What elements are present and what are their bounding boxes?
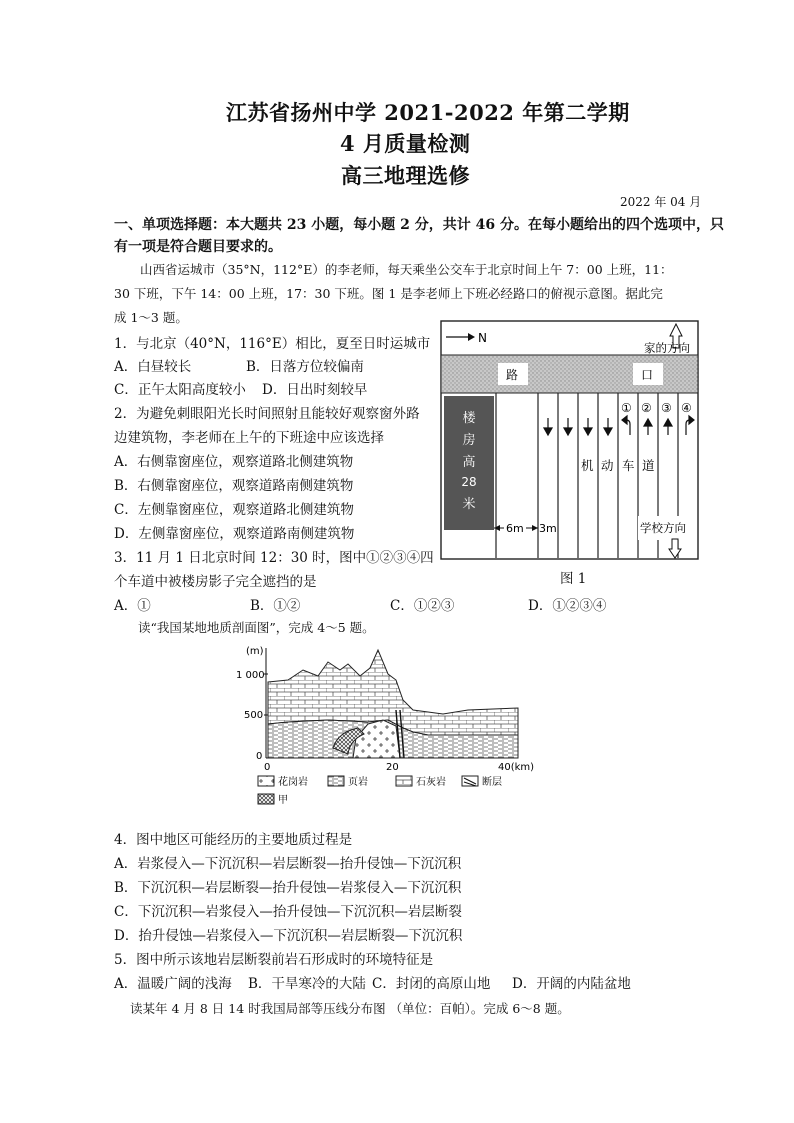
q4-stem: 4．图中地区可能经历的主要地质过程是 xyxy=(114,832,353,848)
svg-text:米: 米 xyxy=(462,497,476,512)
lane-char-4: 道 xyxy=(642,458,655,473)
q3-stem-line2: 个车道中被楼房影子完全遮挡的是 xyxy=(114,574,317,590)
svg-text:28: 28 xyxy=(461,475,477,489)
q5-option-a: A．温暖广阔的浅海 xyxy=(114,976,232,992)
figure1-caption: 图 1 xyxy=(560,571,587,587)
q1-option-c: C．正午太阳高度较小 xyxy=(114,382,246,398)
dimension-3m: 3m xyxy=(539,522,557,535)
legend-granite: 花岗岩 xyxy=(278,777,308,788)
section-heading-line1: 一、单项选择题：本大题共 23 小题，每小题 2 分，共计 46 分。在每小题给出的四个选项中，只 xyxy=(114,217,724,233)
x-tick-20: 20 xyxy=(386,762,399,773)
q5-option-c: C．封闭的高原山地 xyxy=(372,976,491,992)
q5-option-b: B．干旱寒冷的大陆 xyxy=(248,976,366,992)
legend-limestone: 石灰岩 xyxy=(416,777,446,788)
figure2-geologic-section xyxy=(228,640,535,810)
road-label: 路 xyxy=(506,368,519,382)
lane-number-2: ② xyxy=(641,401,652,415)
q2-stem-line2: 边建筑物，李老师在上午的下班途中应该选择 xyxy=(114,430,384,446)
q1-option-a: A．白昼较长 xyxy=(114,359,192,375)
y-axis-unit: (m) xyxy=(246,646,264,657)
q4-option-c: C．下沉沉积—岩浆侵入—抬升侵蚀—下沉沉积—岩层断裂 xyxy=(114,904,462,920)
y-tick-0: 0 xyxy=(256,751,263,762)
intro1-line3: 成 1～3 题。 xyxy=(114,310,188,325)
q4-option-a: A．岩浆侵入—下沉沉积—岩层断裂—抬升侵蚀—下沉沉积 xyxy=(114,856,462,872)
exam-title-line1: 江苏省扬州中学 2021-2022 年第二学期 xyxy=(226,100,630,125)
exam-title-line3: 高三地理选修 xyxy=(341,163,470,188)
lane-number-4: ④ xyxy=(681,401,692,415)
q1-option-b: B．日落方位较偏南 xyxy=(246,359,364,375)
section-heading-line2: 有一项是符合题目要求的。 xyxy=(114,239,282,255)
intro1-line1: 山西省运城市（35°N，112°E）的李老师，每天乘坐公交车于北京时间上午 7：00 上班，11： xyxy=(140,262,673,277)
home-direction-label: 家的方向 xyxy=(644,341,690,355)
legend-shale: 页岩 xyxy=(348,777,368,788)
q3-option-d: D．①②③④ xyxy=(528,598,607,614)
y-tick-1000: 1 000 xyxy=(236,670,265,681)
lane-number-3: ③ xyxy=(661,401,672,415)
intro1-line2: 30 下班，下午 14：00 上班，17：30 下班。图 1 是李老师上下班必经路口的俯视示意图。据此完 xyxy=(114,286,663,301)
svg-text:高: 高 xyxy=(462,455,476,470)
legend-jia: 甲 xyxy=(278,795,288,806)
lane-char-3: 车 xyxy=(622,458,635,473)
q4-option-b: B．下沉沉积—岩层断裂—抬升侵蚀—岩浆侵入—下沉沉积 xyxy=(114,880,462,896)
q4-option-d: D．抬升侵蚀—岩浆侵入—下沉沉积—岩层断裂—下沉沉积 xyxy=(114,928,463,944)
exam-title-line2: 4 月质量检测 xyxy=(340,131,471,156)
figure1-crossroad-diagram xyxy=(440,320,700,562)
q2-option-b: B．右侧靠窗座位，观察道路南侧建筑物 xyxy=(114,478,354,494)
q2-stem-line1: 2．为避免刺眼阳光长时间照射且能较好观察窗外路 xyxy=(114,406,420,422)
dimension-6m: 6m xyxy=(506,522,524,535)
q2-option-a: A．右侧靠窗座位，观察道路北侧建筑物 xyxy=(114,454,354,470)
intro3-line1: 读某年 4 月 8 日 14 时我国局部等压线分布图 （单位：百帕）。完成 6～8 题。 xyxy=(130,1001,570,1016)
q3-option-c: C．①②③ xyxy=(390,598,455,614)
lane-char-1: 机 xyxy=(581,458,594,473)
intro2-line1: 读“我国某地地质剖面图”，完成 4～5 题。 xyxy=(138,620,375,635)
q1-stem: 1．与北京（40°N，116°E）相比，夏至日时运城市 xyxy=(114,336,431,352)
lane-number-1: ① xyxy=(621,401,632,415)
x-tick-40: 40(km) xyxy=(498,762,535,773)
x-tick-0: 0 xyxy=(264,762,271,773)
crossing-label: 口 xyxy=(641,368,654,382)
north-label: N xyxy=(478,331,487,345)
q3-option-b: B．①② xyxy=(250,598,301,614)
q5-option-d: D．开阔的内陆盆地 xyxy=(512,976,631,992)
exam-date: 2022 年 04 月 xyxy=(620,195,702,209)
svg-text:房: 房 xyxy=(462,433,476,448)
q1-option-d: D．日出时刻较早 xyxy=(262,382,368,398)
q2-option-d: D．左侧靠窗座位，观察道路南侧建筑物 xyxy=(114,526,355,542)
q2-option-c: C．左侧靠窗座位，观察道路北侧建筑物 xyxy=(114,502,354,518)
legend-fault: 断层 xyxy=(482,777,502,788)
q3-option-a: A．① xyxy=(114,598,151,614)
q5-stem: 5．图中所示该地岩层断裂前岩石形成时的环境特征是 xyxy=(114,952,434,968)
lane-char-2: 动 xyxy=(601,458,614,473)
y-tick-500: 500 xyxy=(244,710,264,721)
q3-stem-line1: 3．11 月 1 日北京时间 12：30 时，图中①②③④四 xyxy=(114,550,434,566)
svg-text:楼: 楼 xyxy=(462,411,476,426)
school-direction-label: 学校方向 xyxy=(640,521,686,535)
